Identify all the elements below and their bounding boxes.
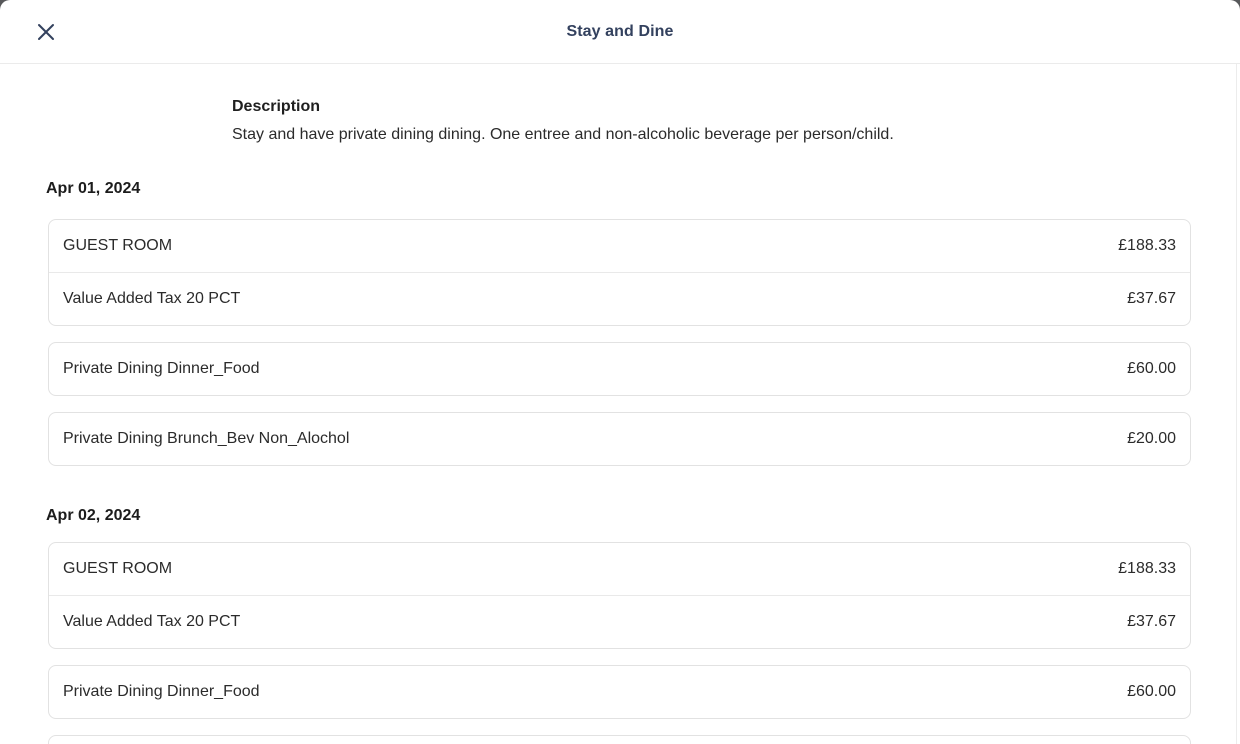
charge-label: Private Dining Dinner_Food [63, 683, 260, 700]
section-date-apr-02: Apr 02, 2024 [46, 507, 141, 524]
charge-amount: £20.00 [1127, 430, 1176, 447]
description-text: Stay and have private dining dining. One entree and non-alcoholic beverage per person/child. [232, 126, 894, 143]
charge-card [48, 219, 1191, 326]
table-row [49, 666, 1190, 718]
charge-amount: £37.67 [1127, 290, 1176, 307]
charge-amount: £60.00 [1127, 683, 1176, 700]
charge-amount: £188.33 [1118, 237, 1176, 254]
table-row [49, 220, 1190, 272]
charge-amount: £37.67 [1127, 613, 1176, 630]
charge-card [48, 342, 1191, 396]
modal-content [0, 64, 1240, 744]
charge-label: Value Added Tax 20 PCT [63, 290, 241, 307]
modal-header [0, 0, 1240, 64]
description-label: Description [232, 98, 321, 115]
charge-label: GUEST ROOM [63, 237, 173, 254]
charge-card-partial [48, 735, 1191, 744]
charge-label: Value Added Tax 20 PCT [63, 613, 241, 630]
charge-card [48, 542, 1191, 649]
table-row [49, 343, 1190, 395]
charge-label: Private Dining Brunch_Bev Non_Alochol [63, 430, 350, 447]
close-button[interactable] [33, 19, 59, 45]
charge-label: GUEST ROOM [63, 560, 173, 577]
page-title: Stay and Dine [566, 22, 674, 40]
table-row [49, 272, 1190, 325]
charge-amount: £60.00 [1127, 360, 1176, 377]
charge-card [48, 412, 1191, 466]
charge-card [48, 665, 1191, 719]
table-row [49, 413, 1190, 465]
table-row [49, 595, 1190, 648]
x-icon [36, 22, 56, 42]
table-row [49, 543, 1190, 595]
section-date-apr-01: Apr 01, 2024 [46, 180, 141, 197]
description-block [232, 64, 1191, 145]
charge-amount: £188.33 [1118, 560, 1176, 577]
charge-label: Private Dining Dinner_Food [63, 360, 260, 377]
